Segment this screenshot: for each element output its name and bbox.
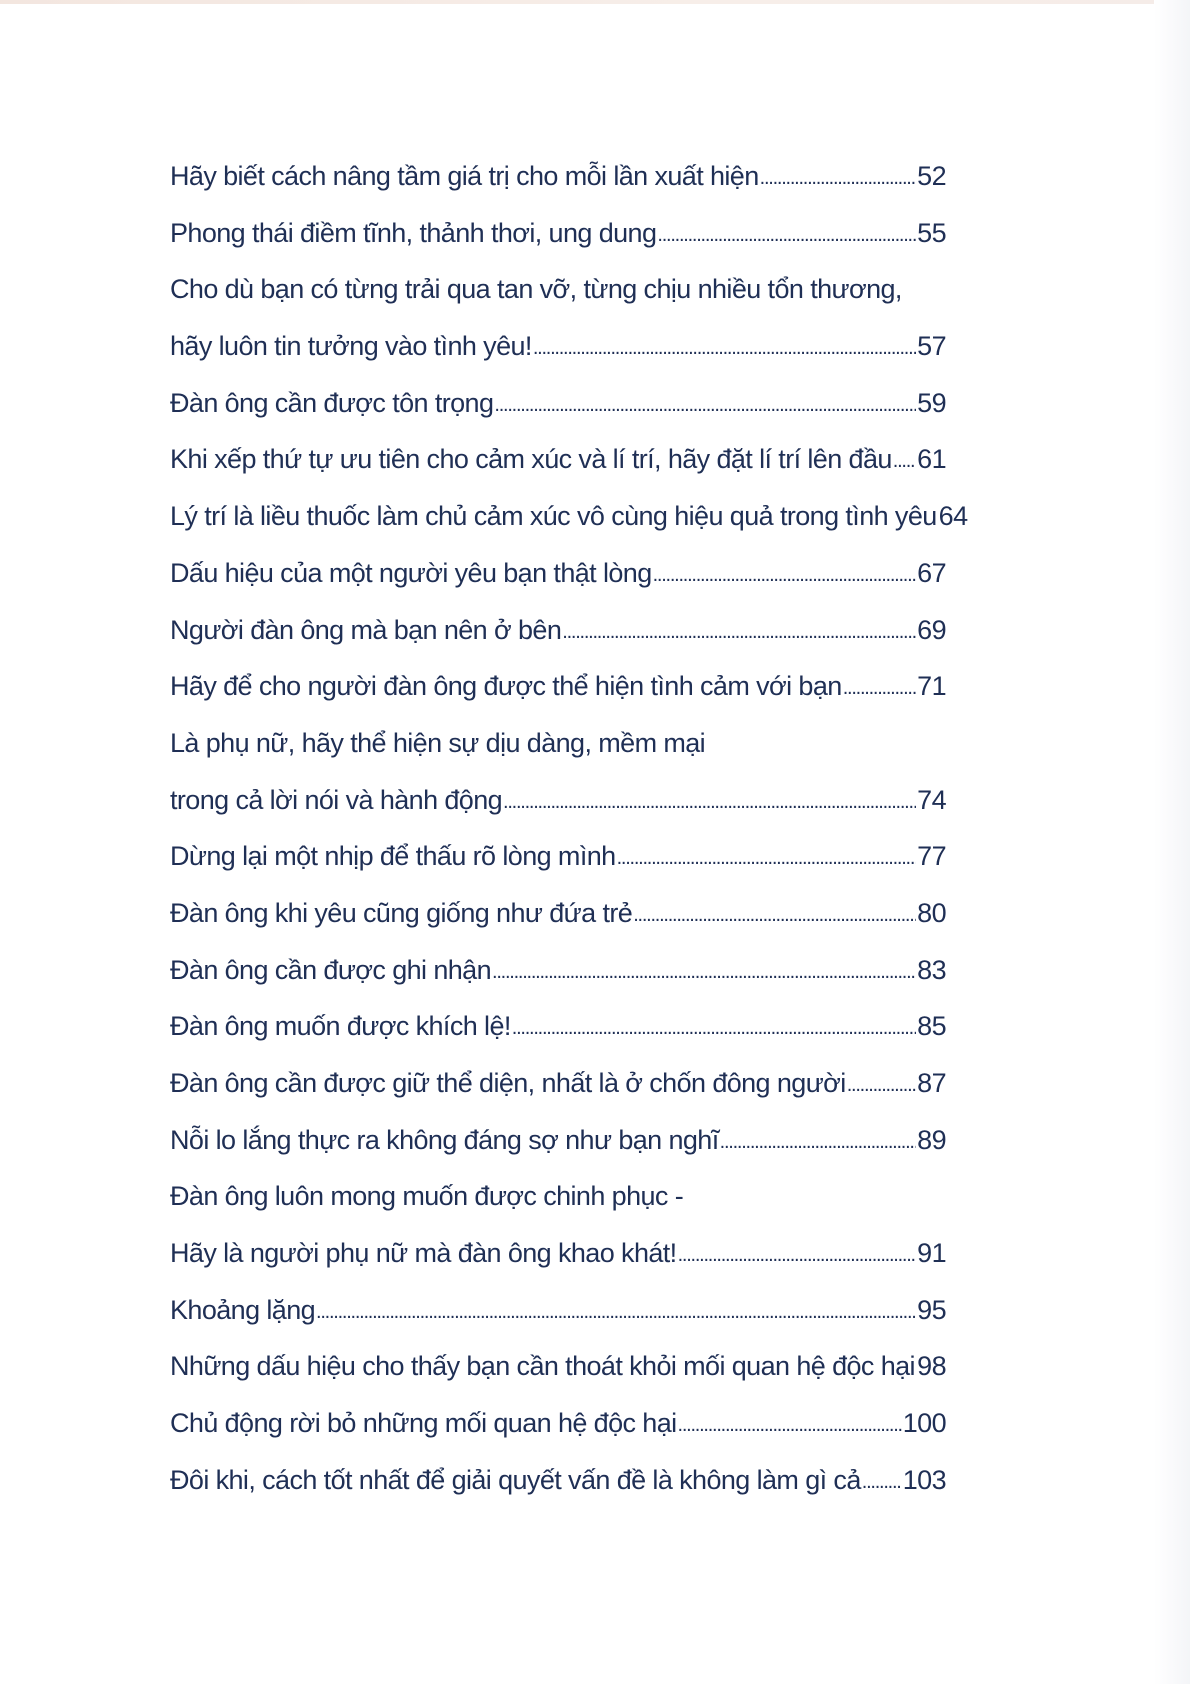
toc-entry (170, 215, 946, 252)
dot-leader (893, 440, 916, 480)
toc-entry (170, 725, 946, 819)
toc-entry (170, 271, 946, 365)
toc-line (170, 1008, 946, 1045)
toc-entry-title: Đàn ông cần được tôn trọng (170, 387, 494, 418)
toc-entry-title: Khoảng lặng (170, 1294, 316, 1325)
toc-page-number: 59 (917, 387, 946, 418)
toc-entry-title: Là phụ nữ, hãy thể hiện sự dịu dàng, mềm mại (170, 727, 706, 758)
page-top-edge (0, 0, 1190, 4)
toc-entry (170, 441, 946, 478)
toc-page-number: 83 (917, 954, 946, 985)
toc-entry-title: Đàn ông luôn mong muốn được chinh phục - (170, 1181, 684, 1212)
toc-entry-title: Hãy biết cách nâng tầm giá trị cho mỗi lần xuất hiện (170, 161, 759, 191)
toc-line (170, 725, 946, 762)
dot-leader (503, 781, 916, 821)
toc-line (170, 271, 946, 308)
dot-leader (492, 951, 916, 991)
toc-entry (170, 1348, 946, 1385)
dot-leader (678, 1404, 902, 1444)
dot-leader (760, 157, 917, 197)
toc-entry (170, 838, 946, 875)
toc-line (170, 1292, 946, 1329)
dot-leader (653, 554, 917, 594)
toc-page-number: 57 (917, 331, 946, 362)
toc-line (170, 1462, 946, 1499)
toc-page-number: 87 (917, 1068, 946, 1098)
toc-page-number: 85 (917, 1011, 946, 1042)
toc-page-number: 95 (917, 1294, 946, 1325)
toc-entry-title: Hãy để cho người đàn ông được thể hiện tình cảm với bạn (170, 671, 842, 702)
toc-line (170, 158, 946, 195)
toc-entry-title: Đàn ông cần được ghi nhận (170, 954, 492, 985)
toc-entry (170, 1065, 946, 1102)
dot-leader (720, 1121, 917, 1161)
dot-leader (847, 1064, 916, 1104)
toc-entry-title: Đàn ông khi yêu cũng giống như đứa trẻ (170, 897, 633, 928)
toc-page-number: 61 (917, 444, 946, 475)
toc-entry-title: Phong thái điềm tĩnh, thảnh thơi, ung dung (170, 217, 657, 248)
dot-leader (316, 1291, 916, 1331)
toc-line (170, 782, 946, 819)
dot-leader (617, 837, 917, 877)
toc-entry (170, 385, 946, 422)
toc-entry-title: Hãy là người phụ nữ mà đàn ông khao khát! (170, 1238, 677, 1269)
toc-line (170, 838, 946, 875)
toc-page-number: 64 (938, 501, 968, 532)
toc-page-number: 69 (917, 614, 946, 645)
dot-leader (562, 611, 916, 651)
toc-entry (170, 498, 968, 535)
dot-leader (678, 1234, 917, 1274)
dot-leader (512, 1007, 916, 1047)
toc-entry-title: Người đàn ông mà bạn nên ở bên (170, 614, 562, 645)
toc-entry (170, 668, 946, 705)
toc-entry-title: Những dấu hiệu cho thấy bạn cần thoát khỏi mối quan hệ độc hại (170, 1351, 915, 1382)
toc-page-number: 52 (917, 161, 946, 191)
toc-line (170, 1348, 946, 1385)
dot-leader (862, 1461, 902, 1501)
page-right-edge (1154, 0, 1190, 1684)
toc-entry-title: Lý trí là liều thuốc làm chủ cảm xúc vô cùng hiệu quả trong tình yêu (170, 501, 937, 532)
toc-entry-title: Khi xếp thứ tự ưu tiên cho cảm xúc và lí trí, hãy đặt lí trí lên đầu (170, 444, 892, 475)
dot-leader (633, 894, 916, 934)
toc-page-number: 55 (917, 217, 946, 248)
toc-entry (170, 1122, 946, 1159)
toc-entry-title: Đàn ông muốn được khích lệ! (170, 1011, 511, 1042)
toc-entry-title: hãy luôn tin tưởng vào tình yêu! (170, 331, 532, 362)
toc-line (170, 895, 946, 932)
toc-page-number: 89 (917, 1124, 946, 1155)
toc-line (170, 1178, 946, 1215)
dot-leader (843, 667, 916, 707)
toc-line (170, 952, 946, 989)
toc-entry (170, 895, 946, 932)
dot-leader (657, 214, 916, 254)
toc-line (170, 668, 946, 705)
toc-line (170, 555, 946, 592)
toc-entry-title: trong cả lời nói và hành động (170, 784, 503, 815)
toc-entry (170, 1178, 946, 1272)
toc-line (170, 1235, 946, 1272)
toc-entry (170, 612, 946, 649)
toc-page-number: 91 (917, 1238, 946, 1269)
toc-entry (170, 555, 946, 592)
dot-leader (494, 384, 916, 424)
table-of-contents (170, 158, 968, 1519)
toc-entry-title: Đàn ông cần được giữ thể diện, nhất là ở chốn đông người (170, 1068, 846, 1098)
toc-line (170, 1405, 946, 1442)
dot-leader (533, 327, 916, 367)
toc-entry (170, 1405, 946, 1442)
toc-entry (170, 158, 946, 195)
toc-page-number: 74 (917, 784, 946, 815)
toc-line (170, 385, 946, 422)
toc-entry (170, 1462, 946, 1499)
toc-entry (170, 1008, 946, 1045)
toc-line (170, 1065, 946, 1102)
toc-line (170, 1122, 946, 1159)
toc-page-number: 67 (917, 557, 946, 588)
toc-entry (170, 952, 946, 989)
toc-page-number: 100 (902, 1408, 946, 1439)
toc-entry-title: Cho dù bạn có từng trải qua tan vỡ, từng chịu nhiều tổn thương, (170, 274, 902, 305)
toc-line (170, 441, 946, 478)
toc-page-number: 71 (917, 671, 946, 702)
toc-entry-title: Dừng lại một nhịp để thấu rõ lòng mình (170, 841, 616, 872)
toc-entry-title: Dấu hiệu của một người yêu bạn thật lòng (170, 557, 652, 588)
toc-entry-title: Đôi khi, cách tốt nhất để giải quyết vấn đề là không làm gì cả (170, 1464, 861, 1495)
toc-line (170, 498, 968, 535)
toc-entry (170, 1292, 946, 1329)
toc-page-number: 103 (902, 1464, 946, 1495)
toc-line (170, 328, 946, 365)
toc-entry-title: Nỗi lo lắng thực ra không đáng sợ như bạn nghĩ (170, 1124, 719, 1155)
toc-page-number: 77 (917, 841, 946, 872)
toc-page-number: 98 (917, 1351, 946, 1382)
toc-entry-title: Chủ động rời bỏ những mối quan hệ độc hại (170, 1408, 677, 1439)
toc-line (170, 612, 946, 649)
toc-page-number: 80 (917, 897, 946, 928)
toc-line (170, 215, 946, 252)
